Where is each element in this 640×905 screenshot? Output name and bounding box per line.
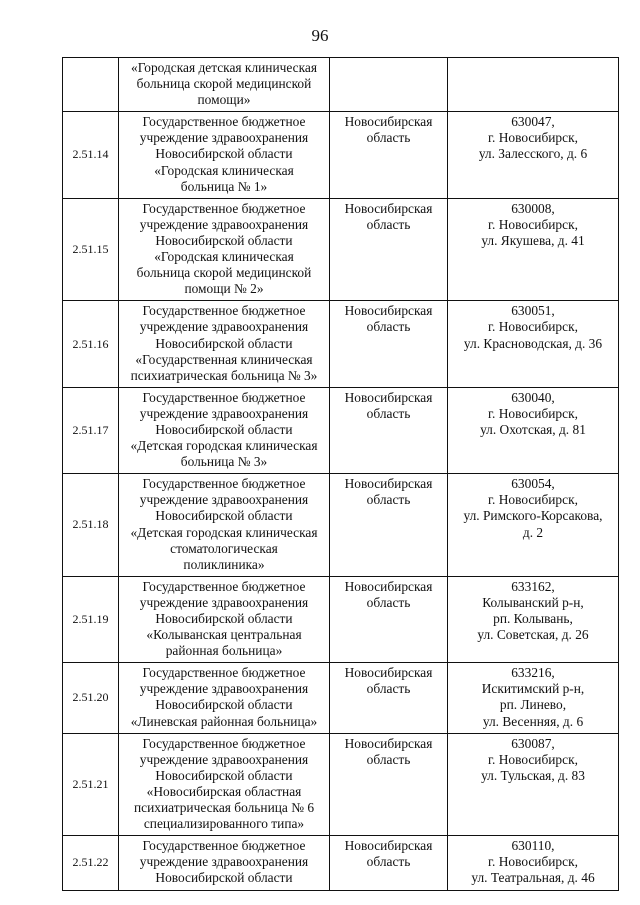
region-cell — [330, 733, 448, 836]
row-number: 2.51.17 — [63, 387, 119, 473]
institution-name-line: учреждение здравоохранения — [139, 854, 309, 870]
address-line: ул. Залесского, д. 6 — [478, 146, 588, 162]
page-number: 96 — [311, 26, 329, 45]
region-line: область — [366, 130, 411, 146]
institution-name-line: психиатрическая больница № 6 — [133, 800, 315, 816]
region-line: область — [366, 681, 411, 697]
institution-name-line: районная больница» — [165, 643, 283, 659]
table-row — [63, 663, 619, 733]
institution-name-line: специализированного типа» — [143, 816, 305, 832]
region-cell — [330, 663, 448, 733]
address-line: 630087, — [511, 735, 555, 751]
address-line: 630054, — [511, 476, 555, 492]
institution-name-line: «Городская клиническая — [154, 162, 294, 178]
institution-name-line: Государственное бюджетное — [142, 389, 306, 405]
address-cell — [448, 836, 619, 890]
institution-name-line: Новосибирской области — [155, 146, 293, 162]
address-line: ул. Римского-Корсакова, — [463, 508, 603, 524]
address-line: ул. Советская, д. 26 — [477, 627, 589, 643]
institution-name-line: Новосибирской области — [155, 697, 293, 713]
address-line: 630047, — [511, 114, 555, 130]
row-number: 2.51.22 — [63, 836, 119, 890]
address-line: ул. Театральная, д. 46 — [471, 870, 595, 886]
region-line: область — [366, 405, 411, 421]
region-line: Новосибирская — [344, 303, 433, 319]
address-line: 630051, — [511, 303, 555, 319]
address-line: 630008, — [511, 200, 555, 216]
region-cell — [330, 112, 448, 198]
address-cell — [448, 387, 619, 473]
institution-name-line: больница № 1» — [180, 178, 268, 194]
address-line: г. Новосибирск, — [488, 492, 578, 508]
address-cell — [448, 58, 619, 112]
region-line: Новосибирская — [344, 200, 433, 216]
address-line: рп. Линево, — [499, 697, 567, 713]
row-number: 2.51.16 — [63, 301, 119, 387]
region-cell — [330, 58, 448, 112]
address-line: ул. Красноводская, д. 36 — [463, 335, 603, 351]
institution-name-line: поликлиника» — [183, 556, 265, 572]
address-line: 633216, — [511, 665, 555, 681]
region-cell — [330, 576, 448, 662]
address-cell — [448, 576, 619, 662]
address-line: Искитимский р-н, — [481, 681, 585, 697]
table-row — [63, 58, 619, 112]
institution-name-line: «Линевская районная больница» — [130, 713, 318, 729]
institutions-table — [62, 57, 619, 891]
address-line: г. Новосибирск, — [488, 854, 578, 870]
institution-name-line: Государственное бюджетное — [142, 303, 306, 319]
institution-name-line: больница скорой медицинской — [136, 76, 312, 92]
institution-name-cell — [119, 387, 330, 473]
institution-name-line: «Государственная клиническая — [135, 351, 313, 367]
row-number: 2.51.19 — [63, 576, 119, 662]
address-cell — [448, 301, 619, 387]
address-line: г. Новосибирск, — [488, 130, 578, 146]
institution-name-line: учреждение здравоохранения — [139, 594, 309, 610]
region-cell — [330, 198, 448, 301]
region-cell — [330, 301, 448, 387]
region-line: область — [366, 492, 411, 508]
region-line: область — [366, 594, 411, 610]
address-cell — [448, 112, 619, 198]
address-line: Колыванский р-н, — [482, 594, 584, 610]
table-row — [63, 112, 619, 198]
row-number — [63, 58, 119, 112]
region-line: область — [366, 854, 411, 870]
institution-name-cell — [119, 112, 330, 198]
region-line: область — [366, 319, 411, 335]
institution-name-line: Государственное бюджетное — [142, 665, 306, 681]
institution-name-cell — [119, 198, 330, 301]
institution-name-line: Новосибирской области — [155, 611, 293, 626]
institution-name-line: Новосибирской области — [155, 870, 293, 886]
address-cell — [448, 198, 619, 301]
region-line: Новосибирская — [344, 389, 433, 405]
institution-name-line: «Детская городская клиническая — [130, 524, 318, 540]
address-line: ул. Якушева, д. 41 — [481, 232, 585, 248]
institution-name-line: Новосибирской области — [155, 508, 293, 524]
row-number: 2.51.18 — [63, 474, 119, 577]
row-number: 2.51.20 — [63, 663, 119, 733]
region-cell — [330, 387, 448, 473]
institution-name-line: психиатрическая больница № 3» — [130, 367, 318, 383]
institution-name-line: учреждение здравоохранения — [139, 751, 309, 767]
table-row — [63, 387, 619, 473]
region-line: Новосибирская — [344, 735, 433, 751]
region-line: область — [366, 216, 411, 232]
address-cell — [448, 733, 619, 836]
region-line: Новосибирская — [344, 114, 433, 130]
institution-name-cell — [119, 58, 330, 112]
institution-name-line: Государственное бюджетное — [142, 838, 306, 854]
table-row — [63, 301, 619, 387]
address-cell — [448, 663, 619, 733]
institution-name-line: Новосибирской области — [155, 335, 293, 351]
institution-name-cell — [119, 301, 330, 387]
institution-name-line: учреждение здравоохранения — [139, 492, 309, 508]
institution-name-cell — [119, 836, 330, 890]
address-line: 633162, — [511, 578, 555, 594]
address-line: г. Новосибирск, — [488, 751, 578, 767]
table-row — [63, 198, 619, 301]
institution-name-line: Государственное бюджетное — [142, 476, 306, 492]
institution-name-line: больница скорой медицинской — [136, 265, 312, 281]
institutions-table-body — [63, 58, 619, 891]
institution-name-line: помощи» — [197, 92, 251, 108]
table-row — [63, 836, 619, 890]
address-line: ул. Тульская, д. 83 — [481, 767, 585, 783]
table-row — [63, 733, 619, 836]
region-cell — [330, 474, 448, 577]
institution-name-line: стоматологическая — [170, 540, 278, 556]
institution-name-line: «Колыванская центральная — [146, 627, 302, 643]
address-line: рп. Колывань, — [493, 611, 573, 626]
table-row — [63, 576, 619, 662]
institution-name-cell — [119, 576, 330, 662]
row-number: 2.51.14 — [63, 112, 119, 198]
region-line: Новосибирская — [344, 665, 433, 681]
address-line: 630110, — [511, 838, 555, 854]
institution-name-line: учреждение здравоохранения — [139, 216, 309, 232]
institution-name-line: Государственное бюджетное — [142, 735, 306, 751]
address-line: г. Новосибирск, — [488, 405, 578, 421]
address-line: ул. Охотская, д. 81 — [480, 421, 586, 437]
address-line: г. Новосибирск, — [488, 319, 578, 335]
institution-name-line: «Городская клиническая — [154, 249, 294, 265]
institution-name-line: Новосибирской области — [155, 421, 293, 437]
institution-name-line: «Детская городская клиническая — [130, 438, 318, 454]
institution-name-line: учреждение здравоохранения — [139, 681, 309, 697]
institution-name-line: Государственное бюджетное — [142, 200, 306, 216]
address-line: д. 2 — [522, 524, 544, 540]
institution-name-line: учреждение здравоохранения — [139, 319, 309, 335]
address-line: 630040, — [511, 389, 555, 405]
region-line: область — [366, 751, 411, 767]
institution-name-cell — [119, 663, 330, 733]
row-number: 2.51.21 — [63, 733, 119, 836]
address-line: ул. Весенняя, д. 6 — [482, 713, 584, 729]
institution-name-line: Новосибирской области — [155, 232, 293, 248]
institution-name-line: Государственное бюджетное — [142, 114, 306, 130]
institution-name-line: «Городская детская клиническая — [131, 60, 317, 75]
table-row — [63, 474, 619, 577]
institution-name-line: больница № 3» — [180, 454, 268, 470]
address-line: г. Новосибирск, — [488, 216, 578, 232]
address-cell — [448, 474, 619, 577]
row-number: 2.51.15 — [63, 198, 119, 301]
region-cell — [330, 836, 448, 890]
institution-name-line: учреждение здравоохранения — [139, 405, 309, 421]
institution-name-cell — [119, 474, 330, 577]
institution-name-line: учреждение здравоохранения — [139, 130, 309, 146]
region-line: Новосибирская — [344, 578, 433, 594]
region-line: Новосибирская — [344, 838, 433, 854]
institution-name-line: помощи № 2» — [184, 281, 264, 297]
region-line: Новосибирская — [344, 476, 433, 492]
institution-name-line: «Новосибирская областная — [146, 783, 302, 799]
institution-name-line: Государственное бюджетное — [142, 578, 306, 594]
institution-name-line: Новосибирской области — [155, 767, 293, 783]
institution-name-cell — [119, 733, 330, 836]
